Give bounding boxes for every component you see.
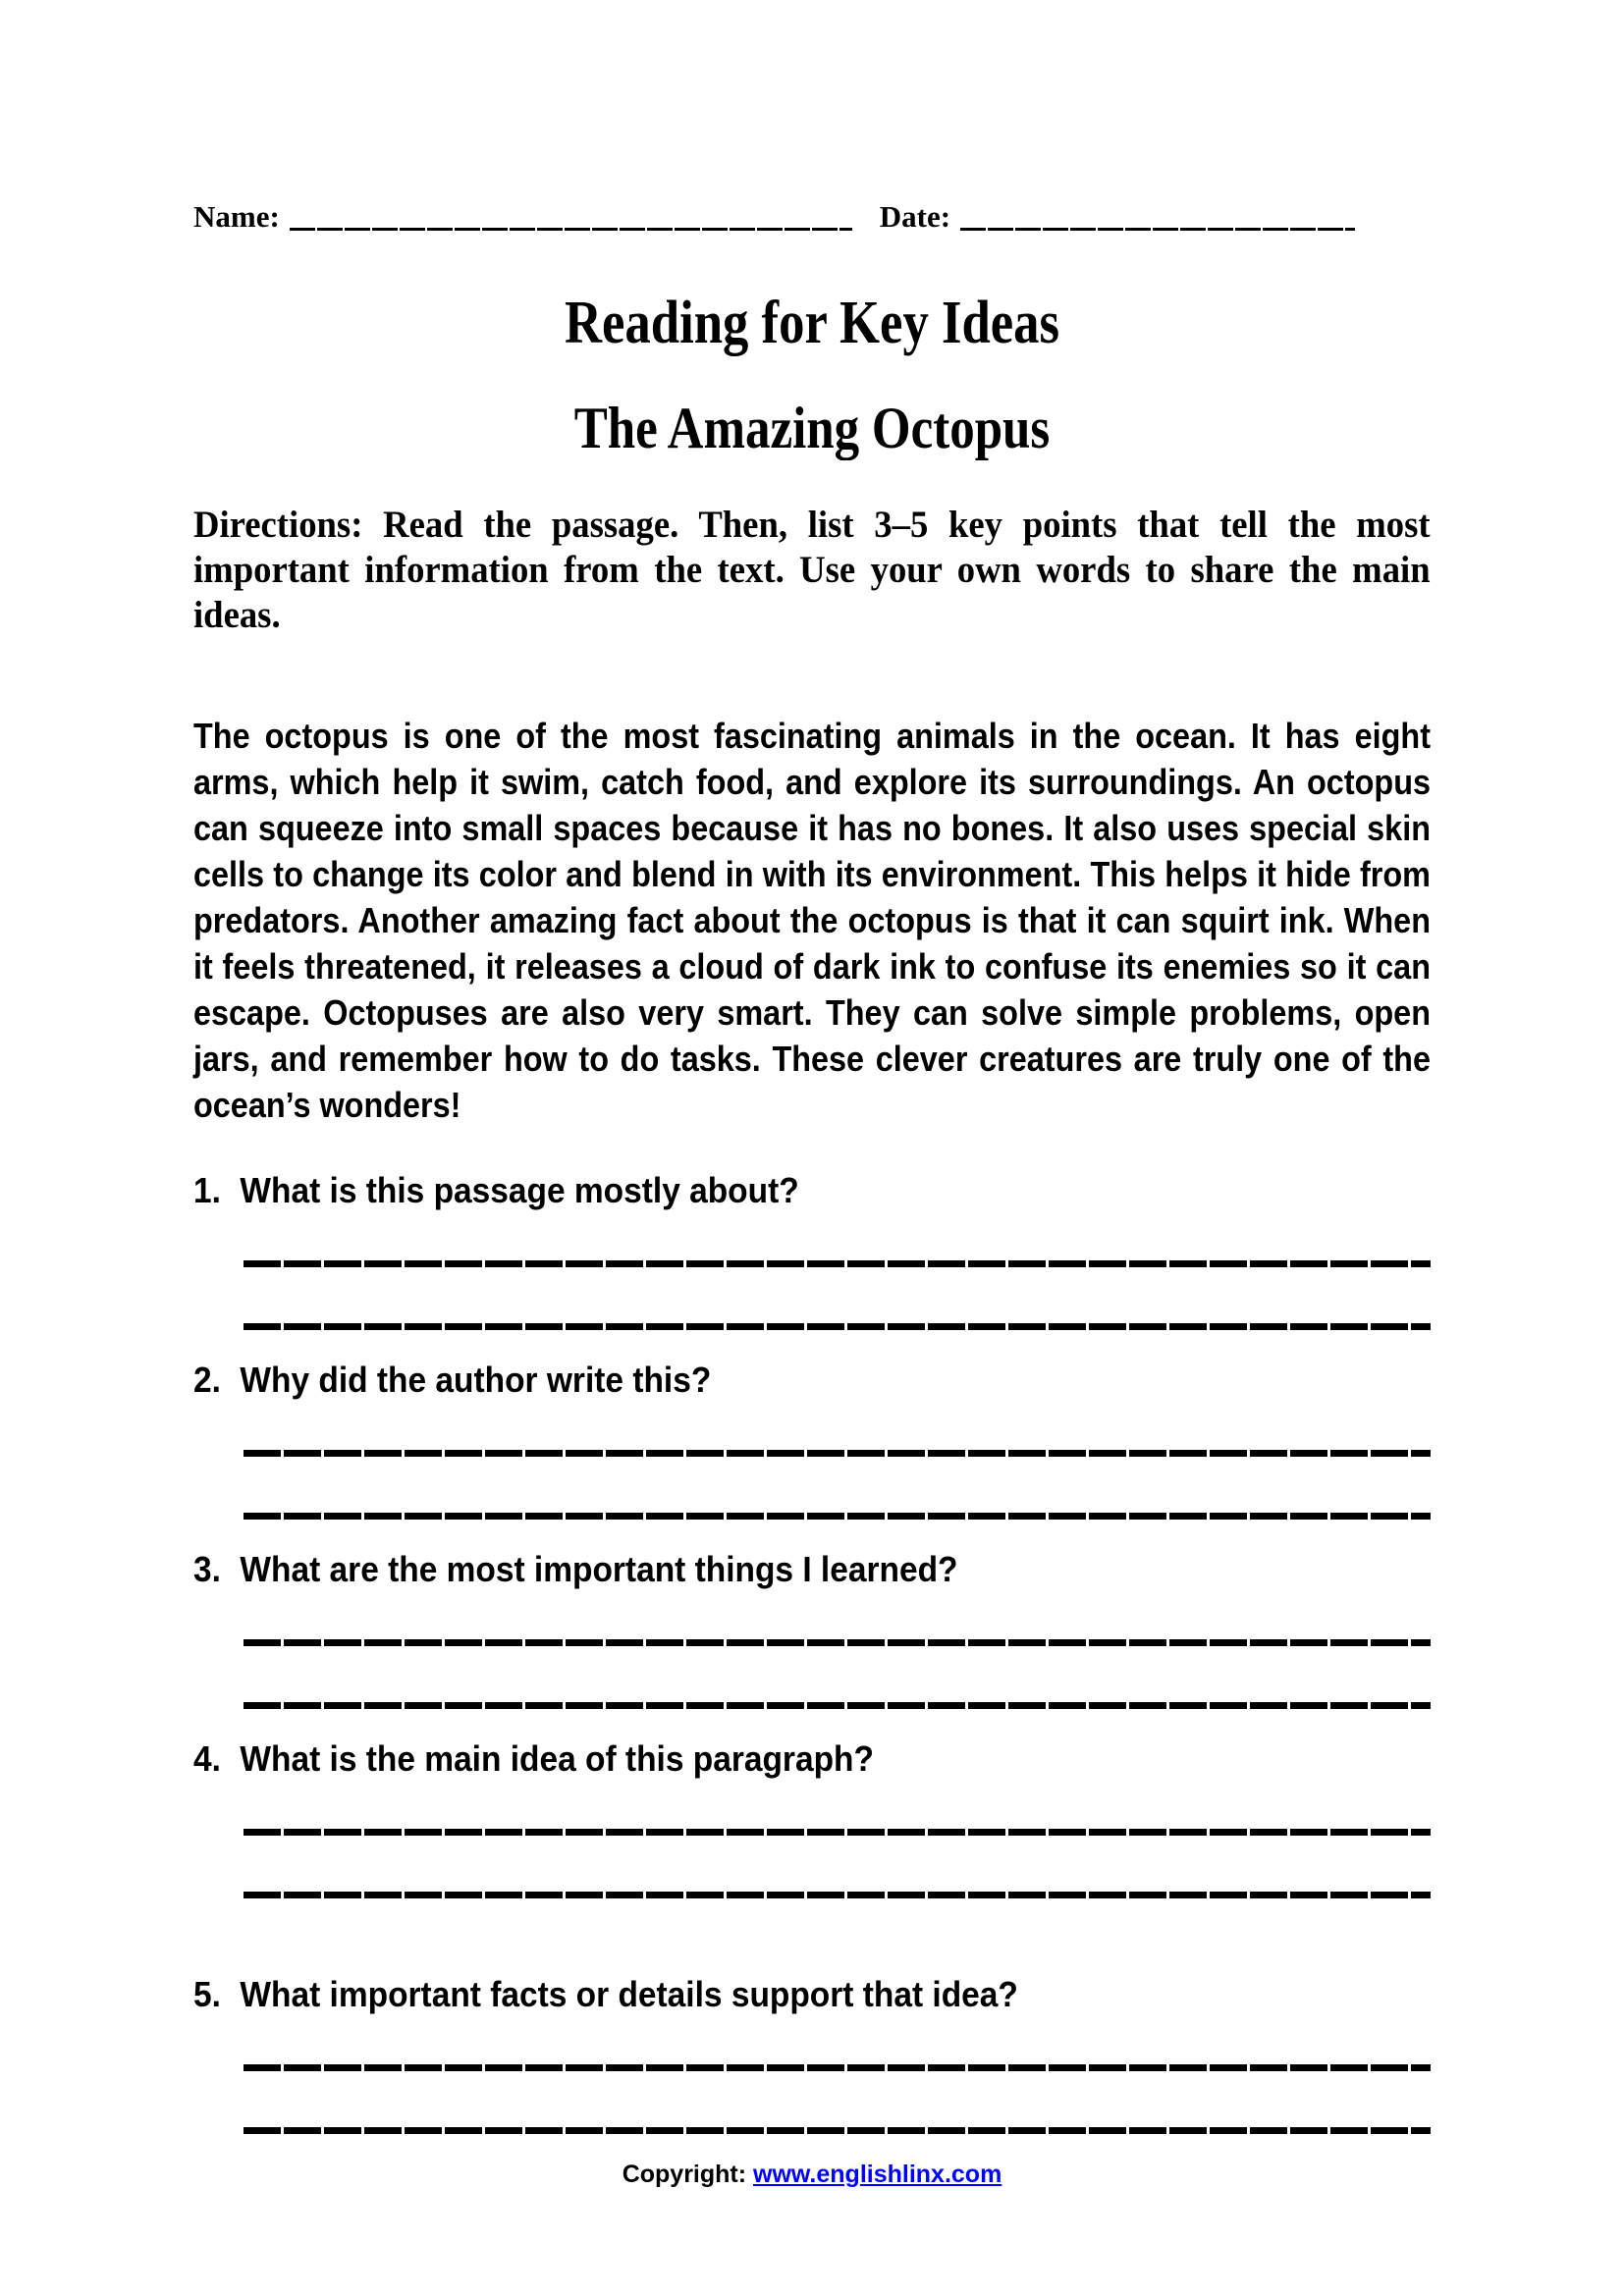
question-item-5 <box>193 1971 1431 2134</box>
question-item-3 <box>193 1546 1431 1709</box>
question-row <box>193 1167 1431 1213</box>
question-text: What are the most important things I learned? <box>240 1549 958 1589</box>
answer-line[interactable] <box>244 1260 1431 1267</box>
name-date-row <box>193 201 1367 232</box>
question-item-4 <box>193 1735 1431 1898</box>
name-label: Name: <box>193 199 280 234</box>
answer-line[interactable] <box>244 2064 1431 2071</box>
question-row <box>193 1735 1431 1782</box>
directions-label: Directions: <box>193 504 363 546</box>
answer-line[interactable] <box>244 1829 1431 1836</box>
answer-line[interactable] <box>244 2127 1431 2134</box>
question-item-1 <box>193 1167 1431 1330</box>
directions-paragraph <box>193 503 1431 638</box>
question-row <box>193 1971 1431 2017</box>
question-number: 2. <box>193 1360 221 1400</box>
answer-line[interactable] <box>244 1450 1431 1457</box>
question-text: What important facts or details support that idea? <box>240 1974 1018 2014</box>
question-item-2 <box>193 1357 1431 1520</box>
question-number: 1. <box>193 1170 221 1210</box>
footer <box>193 2161 1431 2189</box>
reading-passage: The octopus is one of the most fascinating animals in the ocean. It has eight arms, which help it swim, catch food, and explore its surroundings. An octopus can squeeze into small spaces because it has no bones. It also uses special skin cells to change its color and blend in with its environment. This helps it hide from predators. Another amazing fact about the octopus is that it can squirt ink. When it feels threatened, it releases a cloud of dark ink to confuse its enemies so it can escape. Octopuses are also very smart. They can solve simple problems, open jars, and remember how to do tasks. These clever creatures are truly one of the ocean’s wonders! <box>193 716 1431 1125</box>
passage-title: The Amazing Octopus <box>573 396 1051 460</box>
copyright-link[interactable]: www.englishlinx.com <box>753 2161 1002 2188</box>
date-label: Date: <box>879 199 951 234</box>
question-row <box>193 1546 1431 1592</box>
question-number: 4. <box>193 1738 221 1779</box>
answer-line[interactable] <box>244 1702 1431 1709</box>
date-input-line[interactable] <box>960 228 1355 231</box>
question-text: What is this passage mostly about? <box>240 1170 799 1210</box>
answer-line[interactable] <box>244 1513 1431 1520</box>
questions-list <box>193 1167 1431 2134</box>
name-input-line[interactable] <box>290 228 852 231</box>
question-number: 5. <box>193 1974 221 2014</box>
question-text: Why did the author write this? <box>240 1360 712 1400</box>
question-text: What is the main idea of this paragraph? <box>240 1738 874 1779</box>
question-row <box>193 1357 1431 1403</box>
worksheet-title: Reading for Key Ideas <box>564 290 1060 356</box>
directions-text: Read the passage. Then, list 3–5 key points that tell the most important information from the text. Use your own words to share the main ideas. <box>193 504 1431 636</box>
question-number: 3. <box>193 1549 221 1589</box>
copyright-label: Copyright: <box>622 2161 747 2188</box>
answer-line[interactable] <box>244 1639 1431 1646</box>
answer-line[interactable] <box>244 1323 1431 1330</box>
answer-line[interactable] <box>244 1892 1431 1898</box>
